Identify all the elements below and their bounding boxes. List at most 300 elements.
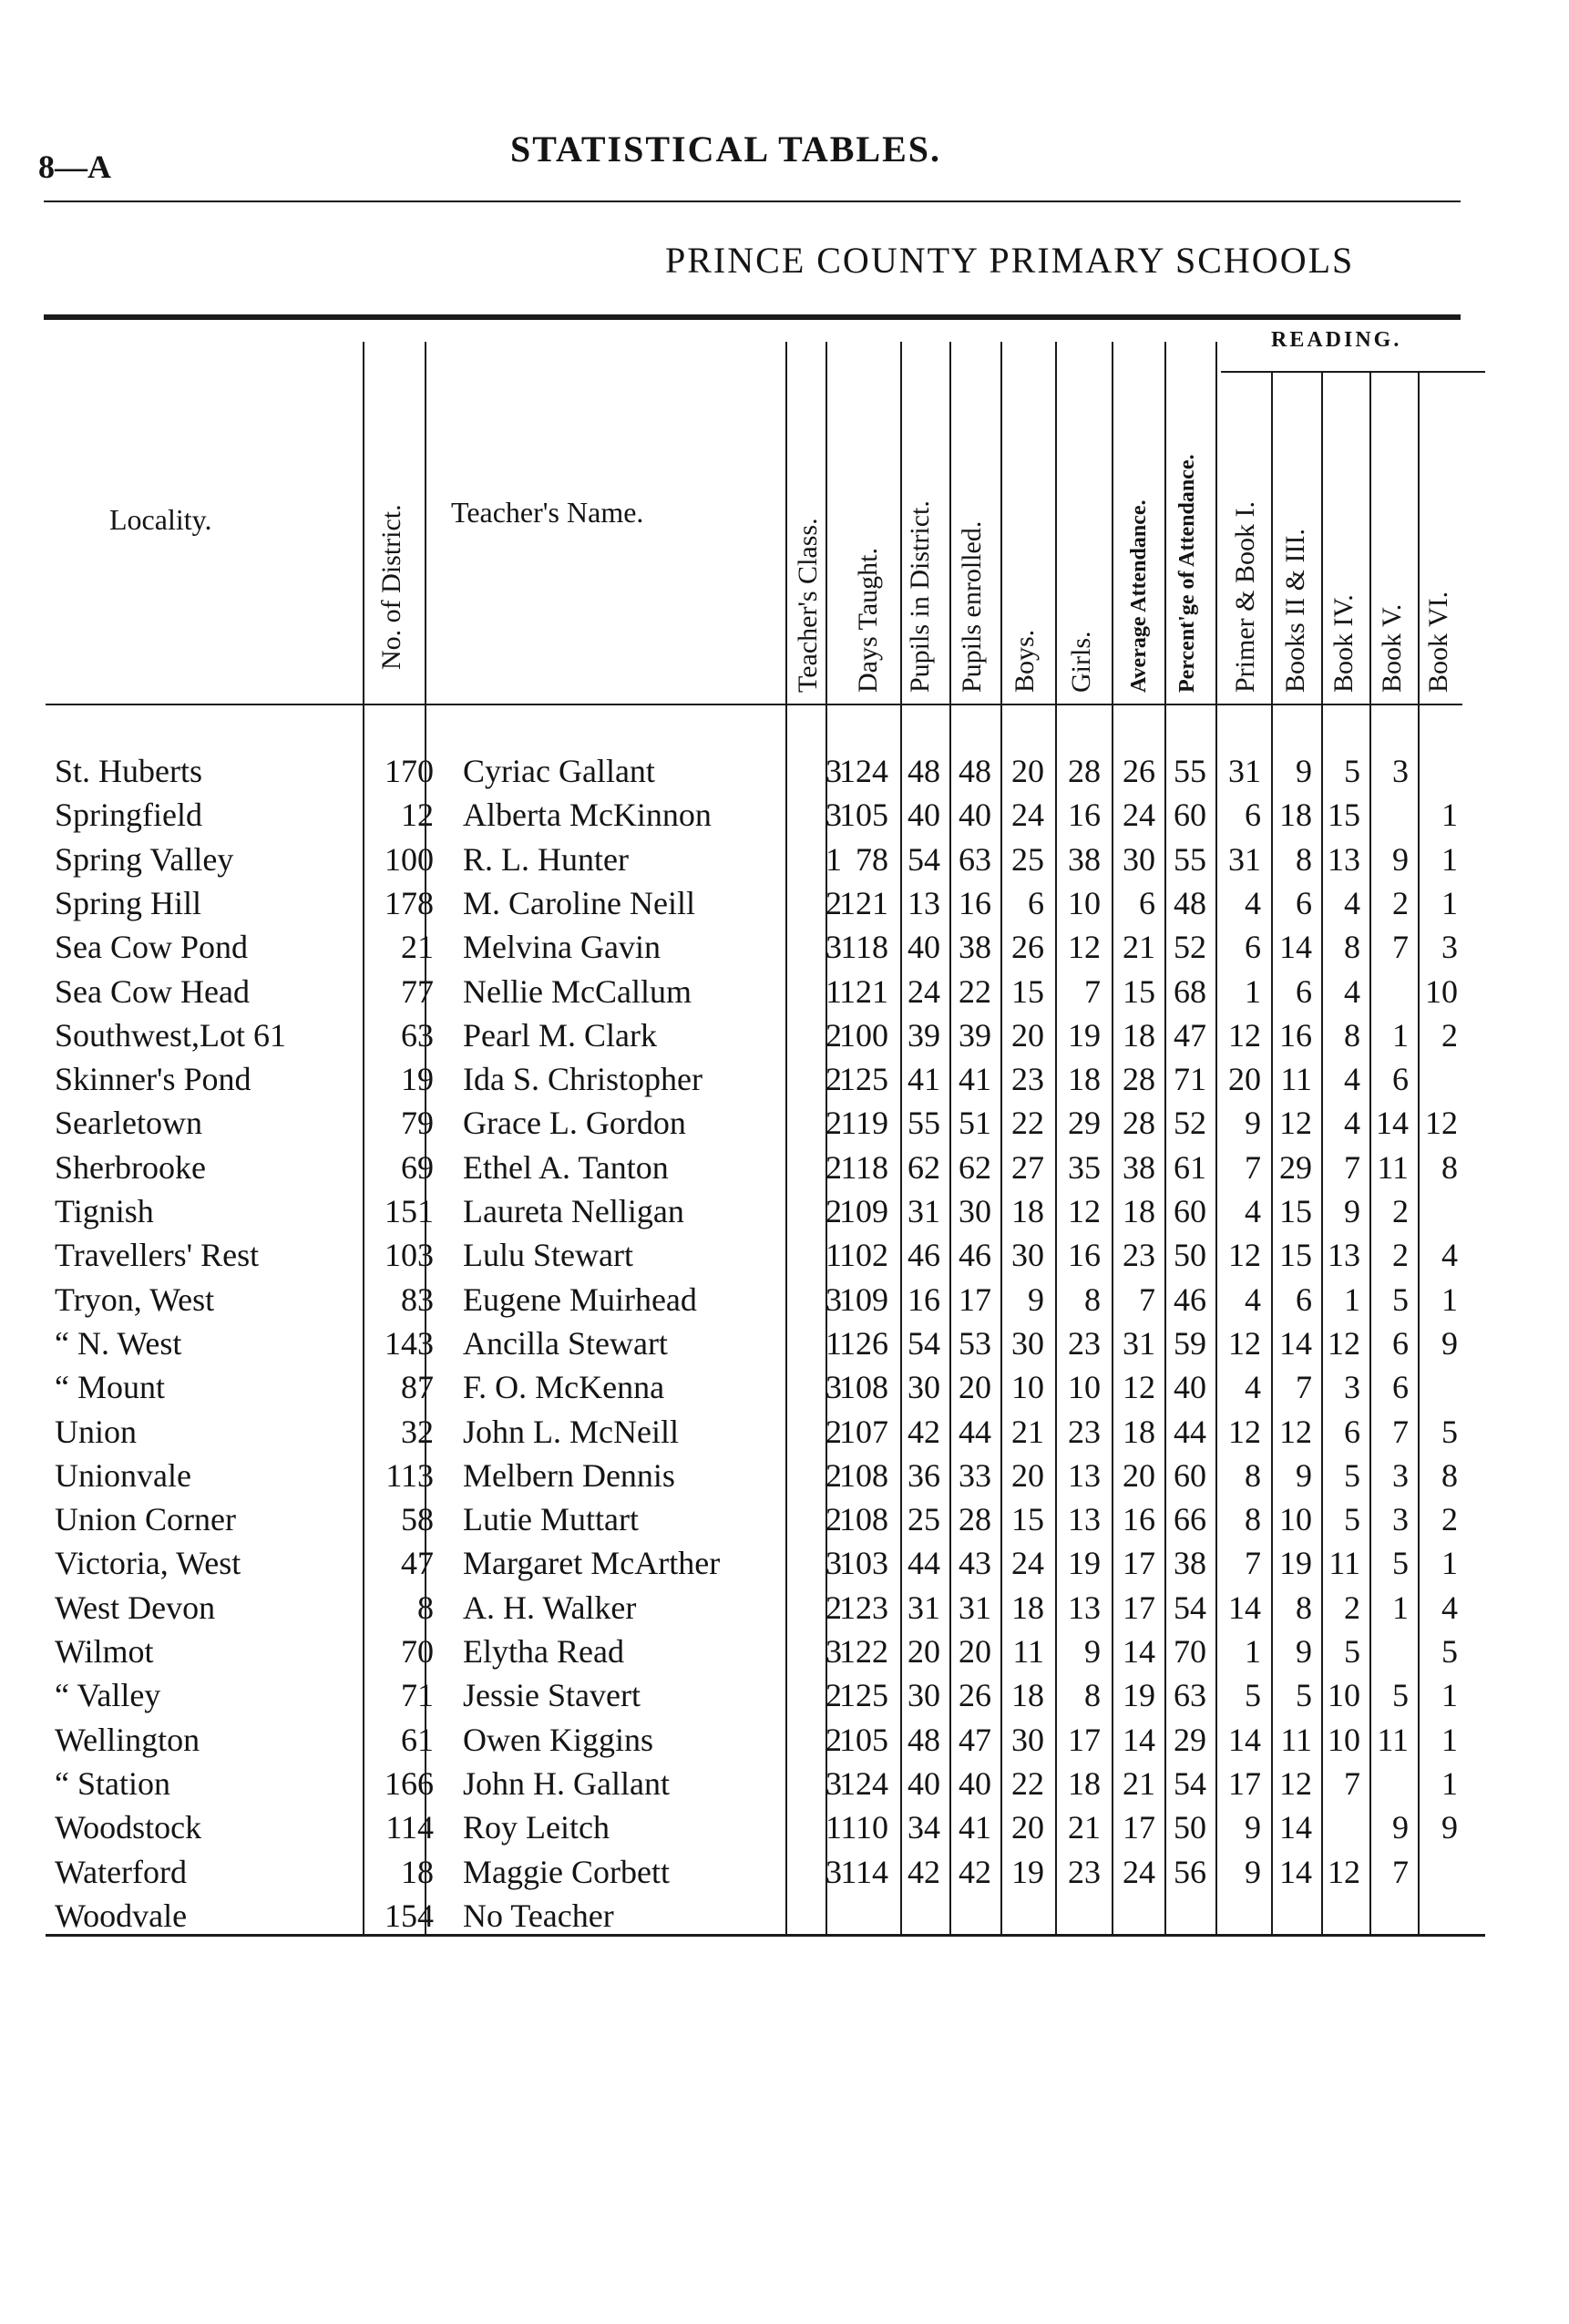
locality-cell: Unionvale <box>55 1456 191 1494</box>
books-2-3-cell: 14 <box>1279 1809 1312 1846</box>
table-row <box>0 1541 1569 1585</box>
avg-attendance-cell: 26 <box>1123 753 1155 789</box>
pct-attendance-cell: 48 <box>1174 884 1206 921</box>
pupils-enrolled-cell: 31 <box>959 1589 991 1626</box>
books-2-3-cell: 6 <box>1296 884 1312 921</box>
locality-cell: Sea Cow Pond <box>55 929 249 966</box>
girls-cell: 12 <box>1068 929 1101 966</box>
book-6-cell: 9 <box>1441 1324 1458 1362</box>
books-2-3-cell: 12 <box>1279 1764 1312 1802</box>
pct-attendance-cell: 52 <box>1174 1105 1206 1142</box>
teacher-cell: Eugene Muirhead <box>463 1280 697 1318</box>
book-6-cell: 1 <box>1441 1764 1458 1802</box>
books-2-3-cell: 14 <box>1279 929 1312 966</box>
table-row <box>0 1146 1569 1189</box>
primer-cell: 4 <box>1245 1193 1261 1229</box>
pupils-district-cell: 40 <box>908 797 940 834</box>
primer-cell: 4 <box>1245 1280 1261 1318</box>
pct-attendance-cell: 55 <box>1174 840 1206 878</box>
locality-cell: Sea Cow Head <box>55 972 250 1010</box>
pct-attendance-cell: 59 <box>1174 1324 1206 1362</box>
pupils-district-cell: 31 <box>908 1193 940 1229</box>
days-cell: 78 <box>856 840 888 878</box>
book-6-cell: 3 <box>1441 929 1458 966</box>
book-4-cell: 10 <box>1328 1677 1360 1714</box>
book-6-cell: 1 <box>1441 1677 1458 1714</box>
book-5-cell: 2 <box>1392 884 1409 921</box>
book-6-cell: 2 <box>1441 1016 1458 1054</box>
table-row <box>0 838 1569 881</box>
class-cell: 3 <box>826 1853 842 1890</box>
header-days: Days Taught. <box>853 548 883 693</box>
table-row <box>0 1013 1569 1057</box>
book-5-cell: 14 <box>1376 1105 1409 1142</box>
primer-cell: 31 <box>1228 840 1261 878</box>
book-6-cell: 10 <box>1425 972 1458 1010</box>
header-reading: READING. <box>1271 328 1402 352</box>
teacher-cell: Lulu Stewart <box>463 1237 633 1274</box>
girls-cell: 38 <box>1068 840 1101 878</box>
pct-attendance-cell: 50 <box>1174 1237 1206 1274</box>
days-cell: 108 <box>839 1501 888 1538</box>
pct-attendance-cell: 60 <box>1174 1456 1206 1494</box>
book-5-cell: 5 <box>1392 1280 1409 1318</box>
primer-cell: 9 <box>1245 1809 1261 1846</box>
book-5-cell: 11 <box>1377 1148 1409 1186</box>
pupils-enrolled-cell: 47 <box>959 1721 991 1758</box>
primer-cell: 7 <box>1245 1148 1261 1186</box>
class-cell: 2 <box>826 1677 842 1714</box>
boys-cell: 30 <box>1011 1324 1044 1362</box>
locality-cell: Southwest,Lot 61 <box>55 1016 287 1054</box>
locality-cell: Victoria, West <box>55 1545 241 1582</box>
books-2-3-cell: 11 <box>1280 1061 1312 1098</box>
district-cell: 8 <box>417 1589 434 1626</box>
district-cell: 69 <box>401 1148 434 1186</box>
district-cell: 47 <box>401 1545 434 1582</box>
book-5-cell: 6 <box>1392 1324 1409 1362</box>
boys-cell: 30 <box>1011 1237 1044 1274</box>
locality-cell: Tignish <box>55 1193 154 1229</box>
table-row <box>0 749 1569 793</box>
pct-attendance-cell: 61 <box>1174 1148 1206 1186</box>
table-row <box>0 1321 1569 1365</box>
book-6-cell: 1 <box>1441 1721 1458 1758</box>
pupils-enrolled-cell: 26 <box>959 1677 991 1714</box>
class-cell: 2 <box>826 1589 842 1626</box>
avg-attendance-cell: 30 <box>1123 840 1155 878</box>
table-row <box>0 1850 1569 1894</box>
pupils-enrolled-cell: 17 <box>959 1280 991 1318</box>
days-cell: 119 <box>840 1105 888 1142</box>
table-row <box>0 1057 1569 1101</box>
reading-rule <box>1221 371 1485 373</box>
teacher-cell: Lutie Muttart <box>463 1501 639 1538</box>
book-4-cell: 6 <box>1344 1413 1360 1450</box>
book-5-cell: 7 <box>1392 1413 1409 1450</box>
avg-attendance-cell: 17 <box>1123 1809 1155 1846</box>
girls-cell: 19 <box>1068 1016 1101 1054</box>
running-title: STATISTICAL TABLES. <box>510 129 942 170</box>
teacher-cell: Maggie Corbett <box>463 1853 670 1890</box>
books-2-3-cell: 12 <box>1279 1105 1312 1142</box>
avg-attendance-cell: 17 <box>1123 1545 1155 1582</box>
class-cell: 1 <box>826 840 842 878</box>
days-cell: 125 <box>839 1061 888 1098</box>
books-2-3-cell: 5 <box>1296 1677 1312 1714</box>
book-5-cell: 5 <box>1392 1677 1409 1714</box>
table-row <box>0 1189 1569 1233</box>
book-5-cell: 9 <box>1392 1809 1409 1846</box>
district-cell: 166 <box>385 1764 434 1802</box>
girls-cell: 9 <box>1084 1633 1101 1670</box>
pupils-enrolled-cell: 62 <box>959 1148 991 1186</box>
book-5-cell: 7 <box>1392 1853 1409 1890</box>
table-row <box>0 1673 1569 1717</box>
locality-cell: Wellington <box>55 1721 200 1758</box>
pupils-district-cell: 30 <box>908 1677 940 1714</box>
book-5-cell: 11 <box>1377 1721 1409 1758</box>
avg-attendance-cell: 21 <box>1123 929 1155 966</box>
boys-cell: 20 <box>1011 1456 1044 1494</box>
pupils-district-cell: 40 <box>908 1764 940 1802</box>
locality-cell: Travellers' Rest <box>55 1237 260 1274</box>
book-6-cell: 2 <box>1441 1501 1458 1538</box>
book-4-cell: 8 <box>1344 1016 1360 1054</box>
primer-cell: 8 <box>1245 1501 1261 1538</box>
avg-attendance-cell: 14 <box>1123 1633 1155 1670</box>
pct-attendance-cell: 44 <box>1174 1413 1206 1450</box>
pct-attendance-cell: 56 <box>1174 1853 1206 1890</box>
book-4-cell: 4 <box>1344 972 1360 1010</box>
pupils-enrolled-cell: 40 <box>959 797 991 834</box>
books-2-3-cell: 8 <box>1296 840 1312 878</box>
teacher-cell: A. H. Walker <box>463 1589 637 1626</box>
pupils-district-cell: 42 <box>908 1413 940 1450</box>
primer-cell: 1 <box>1245 1633 1261 1670</box>
days-cell: 105 <box>839 1721 888 1758</box>
district-cell: 114 <box>385 1809 434 1846</box>
book-4-cell: 10 <box>1328 1721 1360 1758</box>
book-6-cell: 9 <box>1441 1809 1458 1846</box>
teacher-cell: Nellie McCallum <box>463 972 692 1010</box>
book-5-cell: 3 <box>1392 1456 1409 1494</box>
pupils-district-cell: 42 <box>908 1853 940 1890</box>
book-6-cell: 1 <box>1441 797 1458 834</box>
primer-cell: 12 <box>1228 1237 1261 1274</box>
locality-cell: Waterford <box>55 1853 188 1890</box>
days-cell: 110 <box>840 1809 888 1846</box>
book-4-cell: 4 <box>1344 1061 1360 1098</box>
book-6-cell: 1 <box>1441 840 1458 878</box>
class-cell: 2 <box>826 1193 842 1229</box>
boys-cell: 18 <box>1011 1193 1044 1229</box>
teacher-cell: R. L. Hunter <box>463 840 629 878</box>
books-2-3-cell: 6 <box>1296 972 1312 1010</box>
pupils-enrolled-cell: 53 <box>959 1324 991 1362</box>
pupils-district-cell: 31 <box>908 1589 940 1626</box>
pupils-enrolled-cell: 63 <box>959 840 991 878</box>
books-2-3-cell: 10 <box>1279 1501 1312 1538</box>
girls-cell: 23 <box>1068 1413 1101 1450</box>
avg-attendance-cell: 28 <box>1123 1061 1155 1098</box>
boys-cell: 15 <box>1011 1501 1044 1538</box>
locality-cell: Springfield <box>55 797 202 834</box>
avg-attendance-cell: 23 <box>1123 1237 1155 1274</box>
primer-cell: 14 <box>1228 1589 1261 1626</box>
book-6-cell: 1 <box>1441 884 1458 921</box>
pct-attendance-cell: 40 <box>1174 1369 1206 1406</box>
locality-cell: St. Huberts <box>55 753 202 789</box>
avg-attendance-cell: 7 <box>1139 1280 1155 1318</box>
teacher-cell: F. O. McKenna <box>463 1369 665 1406</box>
pupils-district-cell: 55 <box>908 1105 940 1142</box>
book-4-cell: 4 <box>1344 1105 1360 1142</box>
table-row <box>0 1630 1569 1673</box>
district-cell: 70 <box>401 1633 434 1670</box>
teacher-cell: Melbern Dennis <box>463 1456 675 1494</box>
table-row <box>0 1233 1569 1277</box>
avg-attendance-cell: 24 <box>1123 1853 1155 1890</box>
books-2-3-cell: 9 <box>1296 1456 1312 1494</box>
pct-attendance-cell: 60 <box>1174 797 1206 834</box>
boys-cell: 6 <box>1028 884 1044 921</box>
header-locality: Locality. <box>109 503 212 536</box>
class-cell: 2 <box>826 1105 842 1142</box>
girls-cell: 18 <box>1068 1061 1101 1098</box>
days-cell: 114 <box>840 1853 888 1890</box>
table-row <box>0 1805 1569 1849</box>
primer-cell: 14 <box>1228 1721 1261 1758</box>
primer-cell: 9 <box>1245 1105 1261 1142</box>
teacher-cell: Cyriac Gallant <box>463 753 655 789</box>
books-2-3-cell: 12 <box>1279 1413 1312 1450</box>
teacher-cell: Owen Kiggins <box>463 1721 653 1758</box>
days-cell: 125 <box>839 1677 888 1714</box>
book-6-cell: 1 <box>1441 1280 1458 1318</box>
book-6-cell: 5 <box>1441 1413 1458 1450</box>
class-cell: 3 <box>826 1764 842 1802</box>
primer-cell: 20 <box>1228 1061 1261 1098</box>
pupils-enrolled-cell: 39 <box>959 1016 991 1054</box>
header-bottom-rule <box>46 704 1462 705</box>
boys-cell: 24 <box>1011 1545 1044 1582</box>
district-cell: 103 <box>385 1237 434 1274</box>
pupils-enrolled-cell: 28 <box>959 1501 991 1538</box>
avg-attendance-cell: 15 <box>1123 972 1155 1010</box>
header-book5: Book V. <box>1377 603 1407 693</box>
days-cell: 123 <box>839 1589 888 1626</box>
book-4-cell: 7 <box>1344 1148 1360 1186</box>
header-teacher: Teacher's Name. <box>451 496 644 529</box>
book-6-cell: 12 <box>1425 1105 1458 1142</box>
avg-attendance-cell: 19 <box>1123 1677 1155 1714</box>
teacher-cell: Ancilla Stewart <box>463 1324 668 1362</box>
pupils-enrolled-cell: 43 <box>959 1545 991 1582</box>
avg-attendance-cell: 14 <box>1123 1721 1155 1758</box>
primer-cell: 6 <box>1245 929 1261 966</box>
boys-cell: 23 <box>1011 1061 1044 1098</box>
girls-cell: 16 <box>1068 1237 1101 1274</box>
girls-cell: 18 <box>1068 1764 1101 1802</box>
boys-cell: 18 <box>1011 1589 1044 1626</box>
locality-cell: Tryon, West <box>55 1280 215 1318</box>
girls-cell: 8 <box>1084 1677 1101 1714</box>
district-cell: 19 <box>401 1061 434 1098</box>
book-4-cell: 2 <box>1344 1589 1360 1626</box>
pct-attendance-cell: 54 <box>1174 1589 1206 1626</box>
district-cell: 61 <box>401 1721 434 1758</box>
pupils-enrolled-cell: 33 <box>959 1456 991 1494</box>
teacher-cell: Jessie Stavert <box>463 1677 641 1714</box>
pupils-enrolled-cell: 30 <box>959 1193 991 1229</box>
class-cell: 3 <box>826 1545 842 1582</box>
table-row <box>0 1278 1569 1321</box>
book-4-cell: 12 <box>1328 1853 1360 1890</box>
pupils-enrolled-cell: 20 <box>959 1633 991 1670</box>
primer-cell: 1 <box>1245 972 1261 1010</box>
book-5-cell: 6 <box>1392 1061 1409 1098</box>
avg-attendance-cell: 24 <box>1123 797 1155 834</box>
table-row <box>0 1497 1569 1541</box>
book-6-cell: 5 <box>1441 1633 1458 1670</box>
avg-attendance-cell: 21 <box>1123 1764 1155 1802</box>
pupils-district-cell: 25 <box>908 1501 940 1538</box>
class-cell: 3 <box>826 797 842 834</box>
pct-attendance-cell: 46 <box>1174 1280 1206 1318</box>
boys-cell: 18 <box>1011 1677 1044 1714</box>
primer-cell: 5 <box>1245 1677 1261 1714</box>
book-5-cell: 2 <box>1392 1237 1409 1274</box>
books-2-3-cell: 15 <box>1279 1193 1312 1229</box>
pupils-district-cell: 46 <box>908 1237 940 1274</box>
pupils-enrolled-cell: 42 <box>959 1853 991 1890</box>
class-cell: 2 <box>826 1016 842 1054</box>
primer-cell: 9 <box>1245 1853 1261 1890</box>
teacher-cell: Roy Leitch <box>463 1809 610 1846</box>
days-cell: 108 <box>839 1456 888 1494</box>
girls-cell: 10 <box>1068 1369 1101 1406</box>
pupils-district-cell: 16 <box>908 1280 940 1318</box>
books-2-3-cell: 7 <box>1296 1369 1312 1406</box>
boys-cell: 22 <box>1011 1764 1044 1802</box>
book-4-cell: 5 <box>1344 1633 1360 1670</box>
header-book4: Book IV. <box>1328 594 1359 693</box>
book-4-cell: 1 <box>1344 1280 1360 1318</box>
days-cell: 118 <box>840 1148 888 1186</box>
book-4-cell: 12 <box>1328 1324 1360 1362</box>
days-cell: 124 <box>839 1764 888 1802</box>
books-2-3-cell: 14 <box>1279 1324 1312 1362</box>
table-row <box>0 1586 1569 1630</box>
days-cell: 109 <box>839 1193 888 1229</box>
book-6-cell: 8 <box>1441 1456 1458 1494</box>
locality-cell: Union Corner <box>55 1501 236 1538</box>
book-4-cell: 4 <box>1344 884 1360 921</box>
class-cell: 1 <box>826 1809 842 1846</box>
pct-attendance-cell: 47 <box>1174 1016 1206 1054</box>
primer-cell: 12 <box>1228 1413 1261 1450</box>
days-cell: 126 <box>839 1324 888 1362</box>
boys-cell: 30 <box>1011 1721 1044 1758</box>
district-cell: 77 <box>401 972 434 1010</box>
boys-cell: 26 <box>1011 929 1044 966</box>
book-4-cell: 9 <box>1344 1193 1360 1229</box>
locality-cell: Spring Valley <box>55 840 234 878</box>
pupils-district-cell: 54 <box>908 840 940 878</box>
girls-cell: 13 <box>1068 1589 1101 1626</box>
pct-attendance-cell: 66 <box>1174 1501 1206 1538</box>
boys-cell: 15 <box>1011 972 1044 1010</box>
avg-attendance-cell: 28 <box>1123 1105 1155 1142</box>
girls-cell: 23 <box>1068 1853 1101 1890</box>
pupils-enrolled-cell: 51 <box>959 1105 991 1142</box>
table-row <box>0 1718 1569 1762</box>
teacher-cell: Ethel A. Tanton <box>463 1148 669 1186</box>
district-cell: 100 <box>385 840 434 878</box>
locality-cell: Woodvale <box>55 1897 188 1934</box>
pct-attendance-cell: 29 <box>1174 1721 1206 1758</box>
boys-cell: 25 <box>1011 840 1044 878</box>
locality-cell: Spring Hill <box>55 884 202 921</box>
pupils-district-cell: 34 <box>908 1809 940 1846</box>
district-cell: 154 <box>385 1897 434 1934</box>
pupils-enrolled-cell: 20 <box>959 1369 991 1406</box>
pct-attendance-cell: 38 <box>1174 1545 1206 1582</box>
class-cell: 1 <box>826 972 842 1010</box>
book-5-cell: 2 <box>1392 1193 1409 1229</box>
boys-cell: 9 <box>1028 1280 1044 1318</box>
teacher-cell: M. Caroline Neill <box>463 884 695 921</box>
girls-cell: 28 <box>1068 753 1101 789</box>
district-cell: 87 <box>401 1369 434 1406</box>
avg-attendance-cell: 18 <box>1123 1193 1155 1229</box>
pct-attendance-cell: 63 <box>1174 1677 1206 1714</box>
table-row <box>0 1410 1569 1454</box>
pupils-district-cell: 41 <box>908 1061 940 1098</box>
books-2-3-cell: 9 <box>1296 753 1312 789</box>
book-4-cell: 11 <box>1328 1545 1360 1582</box>
class-cell: 1 <box>826 1237 842 1274</box>
teacher-cell: Laureta Nelligan <box>463 1193 684 1229</box>
pupils-enrolled-cell: 41 <box>959 1809 991 1846</box>
pupils-enrolled-cell: 44 <box>959 1413 991 1450</box>
pupils-district-cell: 44 <box>908 1545 940 1582</box>
top-rule <box>44 201 1461 202</box>
pct-attendance-cell: 52 <box>1174 929 1206 966</box>
book-4-cell: 13 <box>1328 840 1360 878</box>
girls-cell: 13 <box>1068 1456 1101 1494</box>
girls-cell: 23 <box>1068 1324 1101 1362</box>
girls-cell: 35 <box>1068 1148 1101 1186</box>
district-cell: 32 <box>401 1413 434 1450</box>
book-6-cell: 4 <box>1441 1589 1458 1626</box>
district-cell: 58 <box>401 1501 434 1538</box>
header-boys: Boys. <box>1010 629 1040 693</box>
pupils-enrolled-cell: 46 <box>959 1237 991 1274</box>
header-book6: Book VI. <box>1423 591 1453 693</box>
days-cell: 100 <box>839 1016 888 1054</box>
avg-attendance-cell: 16 <box>1123 1501 1155 1538</box>
header-girls: Girls. <box>1066 631 1096 693</box>
days-cell: 107 <box>839 1413 888 1450</box>
books-2-3-cell: 15 <box>1279 1237 1312 1274</box>
locality-cell: Sherbrooke <box>55 1148 206 1186</box>
district-cell: 79 <box>401 1105 434 1142</box>
pct-attendance-cell: 55 <box>1174 753 1206 789</box>
pct-attendance-cell: 68 <box>1174 972 1206 1010</box>
book-5-cell: 1 <box>1392 1589 1409 1626</box>
